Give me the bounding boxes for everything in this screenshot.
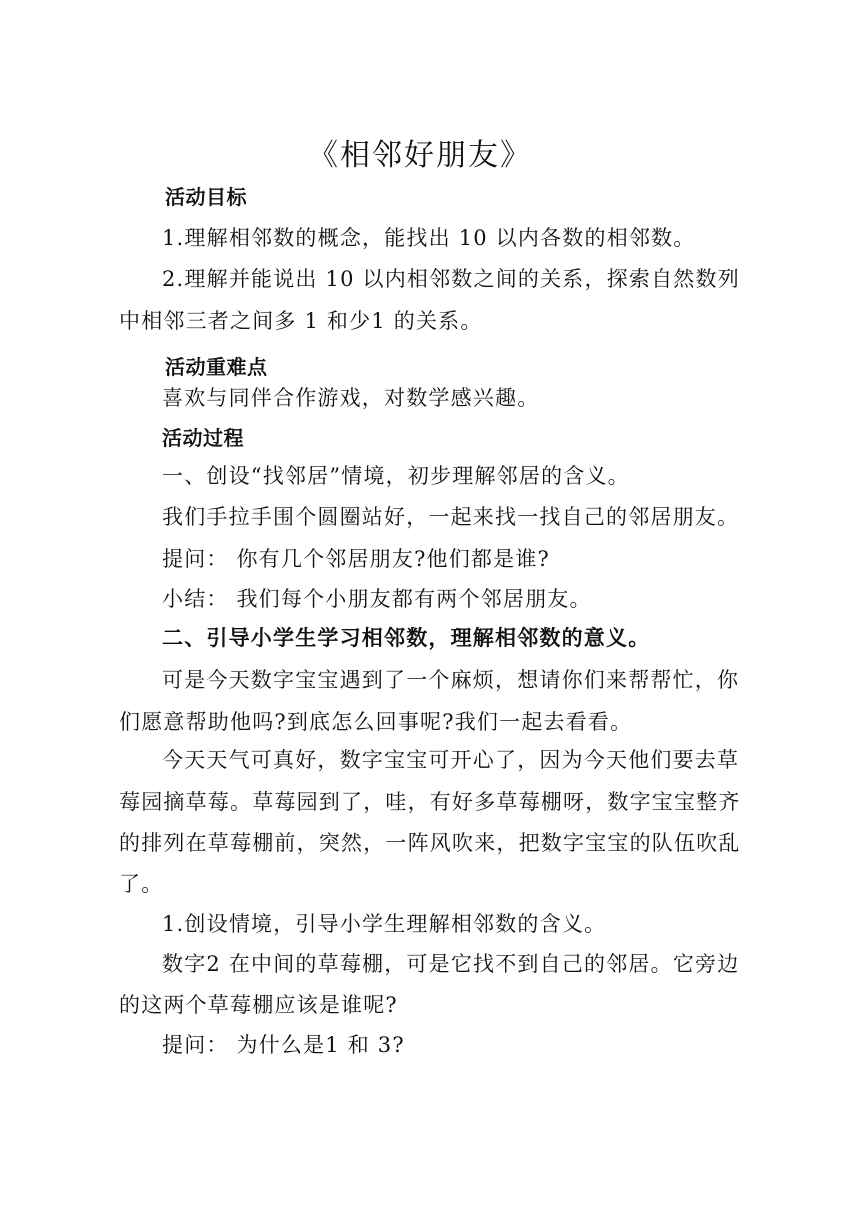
goal-2-line-1: 2.理解并能说出 10 以内相邻数之间的关系，探索自然数列 <box>162 267 740 291</box>
step-2-paragraph-1-line-1: 可是今天数字宝宝遇到了一个麻烦，想请你们来帮帮忙，你 <box>162 668 740 692</box>
step-1-summary: 小结： 我们每个小朋友都有两个邻居朋友。 <box>162 587 592 611</box>
step-2-paragraph-2-line-3: 的排列在草莓棚前，突然，一阵风吹来，把数字宝宝的队伍吹乱 <box>119 831 741 855</box>
step-2-paragraph-3-line-2: 的这两个草莓棚应该是谁呢? <box>119 993 398 1017</box>
step-2-title: 二、引导小学生学习相邻数，理解相邻数的意义。 <box>162 625 651 650</box>
step-2-paragraph-2-line-2: 莓园摘草莓。草莓园到了，哇，有好多草莓棚呀，数字宝宝整齐 <box>119 790 741 814</box>
step-1-question: 提问： 你有几个邻居朋友?他们都是谁? <box>162 547 550 571</box>
goal-2-line-2: 中相邻三者之间多 1 和少1 的关系。 <box>119 309 483 333</box>
key-points-text: 喜欢与同伴合作游戏，对数学感兴趣。 <box>162 386 540 410</box>
step-1-paragraph: 我们手拉手围个圆圈站好，一起来找一找自己的邻居朋友。 <box>162 505 740 529</box>
step-1-title: 一、创设“找邻居”情境，初步理解邻居的含义。 <box>162 464 630 488</box>
key-points-heading: 活动重难点 <box>165 355 268 379</box>
step-2-paragraph-2-line-1: 今天天气可真好，数字宝宝可开心了，因为今天他们要去草 <box>162 748 740 772</box>
step-2-question: 提问： 为什么是1 和 3? <box>162 1033 405 1057</box>
goals-heading: 活动目标 <box>165 185 247 209</box>
goal-1: 1.理解相邻数的概念，能找出 10 以内各数的相邻数。 <box>162 226 696 250</box>
step-2-subheading-1: 1.创设情境，引导小学生理解相邻数的含义。 <box>162 912 607 936</box>
document-title: 《相邻好朋友》 <box>308 138 532 173</box>
step-2-paragraph-2-line-4: 了。 <box>119 872 164 896</box>
step-2-paragraph-3-line-1: 数字2 在中间的草莓棚，可是它找不到自己的邻居。它旁边 <box>162 952 740 976</box>
step-2-paragraph-1-line-2: 们愿意帮助他吗?到底怎么回事呢?我们一起去看看。 <box>119 710 633 734</box>
process-heading: 活动过程 <box>162 426 244 450</box>
